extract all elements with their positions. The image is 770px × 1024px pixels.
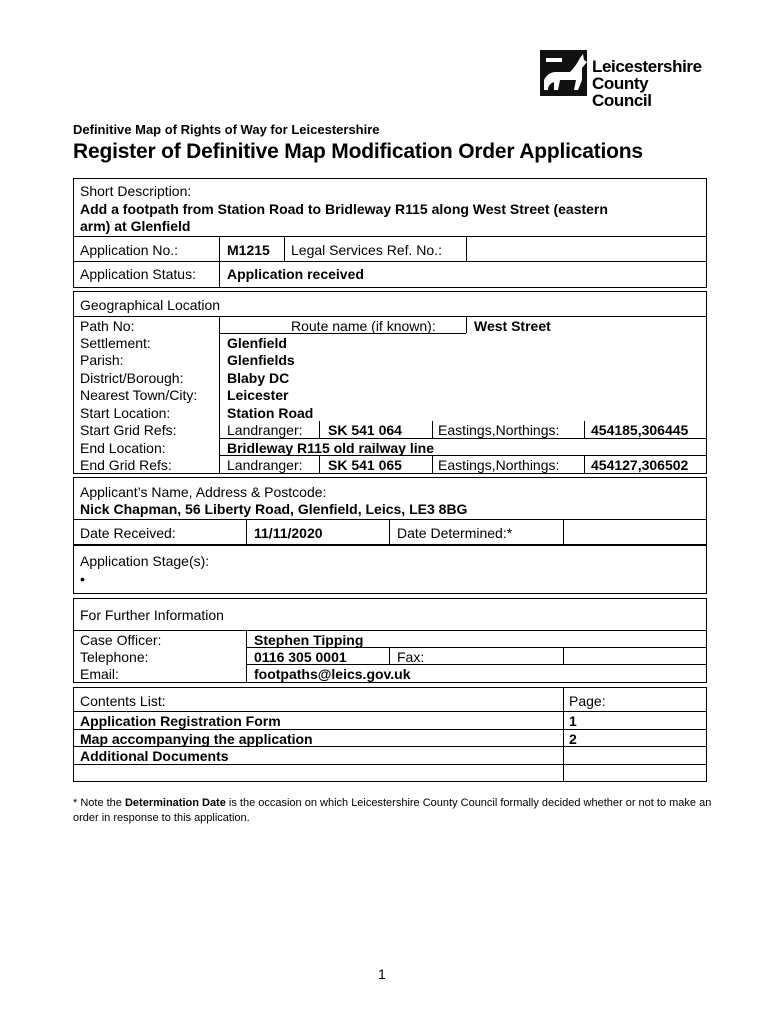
- settlement-label: Settlement:: [80, 335, 151, 351]
- start-grid-label: Start Grid Refs:: [80, 422, 177, 438]
- date-determined-label: Date Determined:*: [397, 525, 513, 541]
- end-landranger: SK 541 065: [328, 457, 402, 473]
- contact-heading: For Further Information: [80, 607, 224, 623]
- end-grid-label: End Grid Refs:: [80, 457, 172, 473]
- short-description-line2: arm) at Glenfield: [80, 218, 191, 234]
- document-title: Register of Definitive Map Modification Order Applications: [73, 140, 643, 163]
- end-location-label: End Location:: [80, 440, 166, 456]
- settlement: Glenfield: [227, 335, 287, 351]
- note-rest: is the occasion on which Leicestershire County Council formally decided whether or not to make an order in response to this application.: [73, 797, 712, 824]
- officer-label: Case Officer:: [80, 632, 162, 648]
- parish-label: Parish:: [80, 352, 124, 368]
- short-description-line1: Add a footpath from Station Road to Bridleway R115 along West Street (eastern: [80, 201, 608, 217]
- path-no-label: Path No:: [80, 318, 135, 334]
- contents-item-page: 2: [569, 731, 577, 747]
- logo-wordmark: [592, 58, 710, 109]
- start-landranger-label: Landranger:: [227, 422, 303, 438]
- applicant-value: Nick Chapman, 56 Liberty Road, Glenfield, Leics, LE3 8BG: [80, 501, 468, 517]
- end-eastings-label: Eastings,Northings:: [438, 457, 560, 473]
- telephone: 0116 305 0001: [254, 649, 347, 665]
- application-no: M1215: [227, 242, 270, 258]
- stages-label: Application Stage(s):: [80, 553, 210, 569]
- district: Blaby DC: [227, 370, 290, 386]
- logo-line2: County Council: [592, 74, 652, 110]
- town: Leicester: [227, 387, 289, 403]
- council-logo: [540, 50, 710, 110]
- contents-item-name: Map accompanying the application: [80, 731, 313, 747]
- end-landranger-label: Landranger:: [227, 457, 303, 473]
- logo-line1: Leicestershire: [592, 57, 702, 76]
- document-subtitle: Definitive Map of Rights of Way for Leicestershire: [73, 122, 380, 137]
- legal-ref-label: Legal Services Ref. No.:: [291, 242, 442, 258]
- town-label: Nearest Town/City:: [80, 387, 198, 403]
- start-eastings: 454185,306445: [591, 422, 689, 438]
- contents-item-name: Application Registration Form: [80, 713, 281, 729]
- date-received-label: Date Received:: [80, 525, 176, 541]
- contents-item-page: 1: [569, 713, 577, 729]
- fax-label: Fax:: [397, 649, 425, 665]
- date-received: 11/11/2020: [254, 525, 323, 541]
- email-link[interactable]: footpaths@leics.gov.uk: [254, 666, 411, 682]
- status-label: Application Status:: [80, 266, 196, 282]
- telephone-label: Telephone:: [80, 649, 149, 665]
- fox-crest-icon: [540, 50, 592, 96]
- officer: Stephen Tipping: [254, 632, 364, 648]
- note-prefix: * Note the: [73, 797, 125, 809]
- end-location: Bridleway R115 old railway line: [227, 440, 434, 456]
- short-description-label: Short Description:: [80, 183, 192, 199]
- determination-note: [73, 796, 713, 826]
- page-number: 1: [378, 966, 386, 982]
- district-label: District/Borough:: [80, 370, 184, 386]
- email-label: Email:: [80, 666, 119, 682]
- contents-label: Contents List:: [80, 693, 166, 709]
- start-location-label: Start Location:: [80, 405, 171, 421]
- parish: Glenfields: [227, 352, 295, 368]
- end-eastings: 454127,306502: [591, 457, 689, 473]
- route-name-label: Route name (if known):: [291, 318, 436, 334]
- start-landranger: SK 541 064: [328, 422, 402, 438]
- status-value: Application received: [227, 266, 364, 282]
- stages-bullet: •: [80, 571, 85, 587]
- start-location: Station Road: [227, 405, 314, 421]
- applicant-label: Applicant’s Name, Address & Postcode:: [80, 484, 327, 500]
- contents-item-name: Additional Documents: [80, 748, 229, 764]
- contents-page-label: Page:: [569, 693, 606, 709]
- note-term: Determination Date: [124, 797, 226, 809]
- start-eastings-label: Eastings,Northings:: [438, 422, 560, 438]
- route-name: West Street: [474, 318, 551, 334]
- application-no-label: Application No.:: [80, 242, 179, 258]
- location-heading: Geographical Location: [80, 297, 221, 313]
